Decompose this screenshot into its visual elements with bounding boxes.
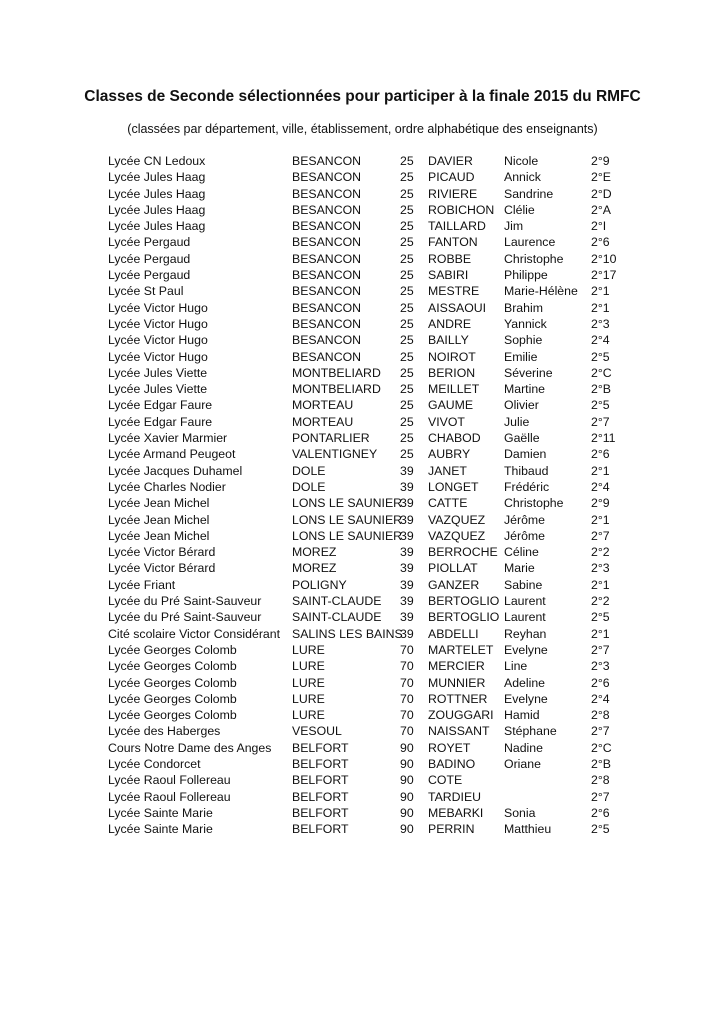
teacher-first-name: Marie-Hélène <box>504 284 578 299</box>
city-name: LURE <box>292 642 325 657</box>
city-name: BESANCON <box>292 333 362 348</box>
table-row <box>0 740 725 756</box>
school-name: Lycée Victor Hugo <box>108 349 208 364</box>
teacher-first-name: Laurent <box>504 610 546 625</box>
department-number: 39 <box>400 512 414 527</box>
teacher-first-name: Gaëlle <box>504 431 540 446</box>
school-name: Lycée Georges Colomb <box>108 642 237 657</box>
class-name: 2°7 <box>591 724 610 739</box>
city-name: MORTEAU <box>292 414 354 429</box>
table-row <box>0 756 725 772</box>
teacher-last-name: NOIROT <box>428 349 476 364</box>
class-name: 2°E <box>591 170 611 185</box>
teacher-last-name: BERTOGLIO <box>428 610 500 625</box>
department-number: 39 <box>400 479 414 494</box>
teacher-first-name: Laurent <box>504 594 546 609</box>
class-name: 2°2 <box>591 594 610 609</box>
department-number: 70 <box>400 675 414 690</box>
class-name: 2°4 <box>591 479 610 494</box>
school-name: Lycée Victor Hugo <box>108 316 208 331</box>
city-name: PONTARLIER <box>292 431 370 446</box>
class-name: 2°5 <box>591 822 610 837</box>
class-name: 2°7 <box>591 528 610 543</box>
department-number: 25 <box>400 316 414 331</box>
teacher-last-name: ROTTNER <box>428 691 488 706</box>
teacher-first-name: Sonia <box>504 805 536 820</box>
table-row <box>0 365 725 381</box>
teacher-first-name: Line <box>504 659 528 674</box>
class-name: 2°5 <box>591 398 610 413</box>
table-row <box>0 267 725 283</box>
table-row <box>0 153 725 169</box>
teacher-last-name: GANZER <box>428 577 480 592</box>
city-name: BESANCON <box>292 349 362 364</box>
school-name: Lycée Jules Haag <box>108 186 206 201</box>
city-name: MOREZ <box>292 545 337 560</box>
teacher-last-name: TAILLARD <box>428 219 486 234</box>
table-row <box>0 283 725 299</box>
teacher-last-name: ROBBE <box>428 251 472 266</box>
teacher-first-name: Séverine <box>504 365 553 380</box>
teacher-last-name: SABIRI <box>428 268 469 283</box>
teacher-first-name: Clélie <box>504 202 535 217</box>
table-row <box>0 169 725 185</box>
teacher-last-name: TARDIEU <box>428 789 482 804</box>
table-row <box>0 446 725 462</box>
department-number: 39 <box>400 594 414 609</box>
school-name: Lycée Edgar Faure <box>108 398 213 413</box>
class-name: 2°1 <box>591 300 610 315</box>
teacher-last-name: ZOUGGARI <box>428 708 494 723</box>
teacher-last-name: BERION <box>428 365 476 380</box>
school-name: Lycée Pergaud <box>108 268 191 283</box>
city-name: BELFORT <box>292 822 349 837</box>
department-number: 39 <box>400 561 414 576</box>
department-number: 90 <box>400 740 414 755</box>
school-name: Lycée du Pré Saint-Sauveur <box>108 610 262 625</box>
teacher-first-name: Adeline <box>504 675 546 690</box>
teacher-last-name: CATTE <box>428 496 468 511</box>
city-name: LONS LE SAUNIER <box>292 528 403 543</box>
department-number: 25 <box>400 349 414 364</box>
department-number: 25 <box>400 170 414 185</box>
table-row <box>0 300 725 316</box>
class-name: 2°B <box>591 382 611 397</box>
table-row <box>0 772 725 788</box>
city-name: BELFORT <box>292 756 349 771</box>
class-name: 2°4 <box>591 691 610 706</box>
table-row <box>0 251 725 267</box>
teacher-first-name: Yannick <box>504 316 547 331</box>
city-name: SAINT-CLAUDE <box>292 594 382 609</box>
teacher-last-name: MARTELET <box>428 642 494 657</box>
teacher-last-name: COTE <box>428 773 463 788</box>
teacher-last-name: AISSAOUI <box>428 300 487 315</box>
table-row <box>0 397 725 413</box>
school-name: Lycée Xavier Marmier <box>108 431 228 446</box>
class-name: 2°7 <box>591 642 610 657</box>
school-name: Lycée Pergaud <box>108 235 191 250</box>
teacher-first-name: Marie <box>504 561 535 576</box>
teacher-first-name: Hamid <box>504 708 540 723</box>
table-row <box>0 381 725 397</box>
table-row <box>0 414 725 430</box>
teacher-last-name: VAZQUEZ <box>428 512 486 527</box>
teacher-last-name: GAUME <box>428 398 474 413</box>
teacher-last-name: DAVIER <box>428 154 473 168</box>
teacher-first-name: Christophe <box>504 496 564 511</box>
class-name: 2°1 <box>591 463 610 478</box>
department-number: 25 <box>400 186 414 201</box>
page-subtitle: (classées par département, ville, établissement, ordre alphabétique des enseignants) <box>127 122 598 136</box>
teacher-last-name: MERCIER <box>428 659 485 674</box>
department-number: 25 <box>400 284 414 299</box>
school-name: Lycée Jean Michel <box>108 512 210 527</box>
department-number: 70 <box>400 642 414 657</box>
teacher-first-name: Jérôme <box>504 512 546 527</box>
teacher-last-name: MUNNIER <box>428 675 486 690</box>
school-name: Lycée Jacques Duhamel <box>108 463 243 478</box>
department-number: 25 <box>400 398 414 413</box>
city-name: POLIGNY <box>292 577 347 592</box>
teacher-last-name: PICAUD <box>428 170 475 185</box>
table-row <box>0 789 725 805</box>
table-row <box>0 463 725 479</box>
city-name: DOLE <box>292 463 326 478</box>
school-name: Lycée Charles Nodier <box>108 479 226 494</box>
class-name: 2°1 <box>591 626 610 641</box>
school-name: Lycée Sainte Marie <box>108 805 213 820</box>
city-name: SALINS LES BAINS <box>292 626 403 641</box>
class-name: 2°6 <box>591 235 610 250</box>
department-number: 25 <box>400 235 414 250</box>
department-number: 25 <box>400 382 414 397</box>
class-name: 2°B <box>591 756 611 771</box>
school-name: Lycée Pergaud <box>108 251 191 266</box>
school-name: Lycée Jules Haag <box>108 170 206 185</box>
city-name: BESANCON <box>292 154 362 168</box>
city-name: BESANCON <box>292 170 362 185</box>
department-number: 39 <box>400 496 414 511</box>
table-row <box>0 821 725 837</box>
school-name: Lycée Jules Haag <box>108 219 206 234</box>
teacher-first-name: Brahim <box>504 300 543 315</box>
class-name: 2°7 <box>591 414 610 429</box>
class-name: 2°9 <box>591 496 610 511</box>
teacher-first-name: Julie <box>504 414 530 429</box>
table-row <box>0 723 725 739</box>
teacher-first-name: Reyhan <box>504 626 547 641</box>
city-name: BESANCON <box>292 235 362 250</box>
teacher-last-name: JANET <box>428 463 467 478</box>
table-row <box>0 577 725 593</box>
city-name: LONS LE SAUNIER <box>292 496 403 511</box>
teacher-first-name: Annick <box>504 170 541 185</box>
teacher-first-name: Sophie <box>504 333 543 348</box>
school-name: Lycée Victor Bérard <box>108 561 216 576</box>
teacher-last-name: BERROCHE <box>428 545 498 560</box>
teacher-first-name: Céline <box>504 545 539 560</box>
teacher-last-name: MESTRE <box>428 284 480 299</box>
department-number: 25 <box>400 333 414 348</box>
school-name: Lycée Victor Hugo <box>108 333 208 348</box>
school-name: Lycée Condorcet <box>108 756 201 771</box>
school-name: Lycée Edgar Faure <box>108 414 213 429</box>
department-number: 39 <box>400 463 414 478</box>
teacher-last-name: MEBARKI <box>428 805 484 820</box>
department-number: 25 <box>400 202 414 217</box>
department-number: 25 <box>400 447 414 462</box>
teacher-first-name: Olivier <box>504 398 539 413</box>
class-name: 2°D <box>591 186 612 201</box>
teacher-first-name: Oriane <box>504 756 541 771</box>
table-row <box>0 332 725 348</box>
department-number: 90 <box>400 805 414 820</box>
class-name: 2°7 <box>591 789 610 804</box>
table-row <box>0 316 725 332</box>
city-name: MOREZ <box>292 561 337 576</box>
table-row <box>0 544 725 560</box>
department-number: 39 <box>400 626 414 641</box>
city-name: LURE <box>292 675 325 690</box>
teacher-last-name: VAZQUEZ <box>428 528 486 543</box>
department-number: 25 <box>400 414 414 429</box>
teacher-first-name: Nadine <box>504 740 543 755</box>
city-name: LURE <box>292 691 325 706</box>
class-name: 2°6 <box>591 805 610 820</box>
table-row <box>0 495 725 511</box>
table-row <box>0 593 725 609</box>
school-name: Lycée Jules Viette <box>108 382 208 397</box>
class-name: 2°3 <box>591 561 610 576</box>
teacher-last-name: BAILLY <box>428 333 469 348</box>
table-row <box>0 349 725 365</box>
page-title: Classes de Seconde sélectionnées pour participer à la finale 2015 du RMFC <box>84 88 641 105</box>
city-name: MONTBELIARD <box>292 382 381 397</box>
class-name: 2°C <box>591 740 612 755</box>
department-number: 39 <box>400 528 414 543</box>
city-name: BESANCON <box>292 202 362 217</box>
teacher-last-name: LONGET <box>428 479 479 494</box>
class-name: 2°6 <box>591 675 610 690</box>
class-name: 2°5 <box>591 610 610 625</box>
school-name: Lycée des Haberges <box>108 724 221 739</box>
teacher-last-name: ABDELLI <box>428 626 479 641</box>
teacher-first-name: Matthieu <box>504 822 552 837</box>
class-name: 2°1 <box>591 284 610 299</box>
teacher-first-name: Laurence <box>504 235 556 250</box>
teacher-first-name: Christophe <box>504 251 564 266</box>
teacher-first-name: Philippe <box>504 268 548 283</box>
class-name: 2°C <box>591 365 612 380</box>
teacher-first-name: Stéphane <box>504 724 557 739</box>
teacher-last-name: BADINO <box>428 756 476 771</box>
teacher-last-name: ROYET <box>428 740 471 755</box>
teacher-last-name: RIVIERE <box>428 186 478 201</box>
teacher-first-name: Martine <box>504 382 546 397</box>
school-name: Lycée Raoul Follereau <box>108 789 231 804</box>
table-row <box>0 675 725 691</box>
city-name: LURE <box>292 659 325 674</box>
school-name: Lycée CN Ledoux <box>108 154 206 168</box>
table-row <box>0 512 725 528</box>
department-number: 25 <box>400 365 414 380</box>
department-number: 90 <box>400 822 414 837</box>
school-name: Lycée St Paul <box>108 284 184 299</box>
teacher-first-name: Evelyne <box>504 642 548 657</box>
department-number: 70 <box>400 691 414 706</box>
class-name: 2°17 <box>591 268 617 283</box>
school-name: Lycée Raoul Follereau <box>108 773 231 788</box>
teacher-last-name: NAISSANT <box>428 724 490 739</box>
department-number: 39 <box>400 610 414 625</box>
class-name: 2°A <box>591 202 611 217</box>
teacher-last-name: ANDRE <box>428 316 472 331</box>
table-row <box>0 805 725 821</box>
city-name: BESANCON <box>292 251 362 266</box>
teacher-last-name: ROBICHON <box>428 202 495 217</box>
department-number: 90 <box>400 789 414 804</box>
teacher-first-name: Sandrine <box>504 186 554 201</box>
department-number: 25 <box>400 251 414 266</box>
teacher-last-name: MEILLET <box>428 382 480 397</box>
class-name: 2°3 <box>591 659 610 674</box>
city-name: BESANCON <box>292 219 362 234</box>
school-name: Lycée Victor Bérard <box>108 545 216 560</box>
school-name: Lycée Georges Colomb <box>108 675 237 690</box>
table-row <box>0 691 725 707</box>
school-name: Lycée du Pré Saint-Sauveur <box>108 594 262 609</box>
class-name: 2°5 <box>591 349 610 364</box>
city-name: BESANCON <box>292 186 362 201</box>
teacher-last-name: PERRIN <box>428 822 475 837</box>
table-row <box>0 430 725 446</box>
school-name: Lycée Jean Michel <box>108 496 210 511</box>
teacher-first-name: Evelyne <box>504 691 548 706</box>
class-name: 2°6 <box>591 447 610 462</box>
department-number: 25 <box>400 219 414 234</box>
class-name: 2°8 <box>591 708 610 723</box>
school-name: Cité scolaire Victor Considérant <box>108 626 281 641</box>
teacher-last-name: CHABOD <box>428 431 481 446</box>
class-name: 2°10 <box>591 251 617 266</box>
department-number: 25 <box>400 268 414 283</box>
class-name: 2°1 <box>591 577 610 592</box>
department-number: 70 <box>400 708 414 723</box>
city-name: BELFORT <box>292 773 349 788</box>
teacher-last-name: AUBRY <box>428 447 471 462</box>
school-name: Lycée Friant <box>108 577 176 592</box>
department-number: 25 <box>400 300 414 315</box>
teacher-first-name: Thibaud <box>504 463 549 478</box>
table-row <box>0 218 725 234</box>
table-row <box>0 479 725 495</box>
table-row <box>0 202 725 218</box>
teacher-first-name: Jérôme <box>504 528 546 543</box>
school-name: Cours Notre Dame des Anges <box>108 740 272 755</box>
table-row <box>0 658 725 674</box>
table-row <box>0 626 725 642</box>
table-row <box>0 234 725 250</box>
school-name: Lycée Georges Colomb <box>108 691 237 706</box>
teacher-last-name: VIVOT <box>428 414 465 429</box>
city-name: BESANCON <box>292 300 362 315</box>
school-name: Lycée Armand Peugeot <box>108 447 236 462</box>
school-name: Lycée Georges Colomb <box>108 659 237 674</box>
city-name: SAINT-CLAUDE <box>292 610 382 625</box>
city-name: VALENTIGNEY <box>292 447 378 462</box>
city-name: LONS LE SAUNIER <box>292 512 403 527</box>
teacher-last-name: BERTOGLIO <box>428 594 500 609</box>
city-name: MORTEAU <box>292 398 354 413</box>
teacher-first-name: Damien <box>504 447 547 462</box>
city-name: MONTBELIARD <box>292 365 381 380</box>
table-row <box>0 560 725 576</box>
school-name: Lycée Victor Hugo <box>108 300 208 315</box>
class-name: 2°1 <box>591 512 610 527</box>
city-name: BESANCON <box>292 316 362 331</box>
department-number: 25 <box>400 431 414 446</box>
school-name: Lycée Sainte Marie <box>108 822 213 837</box>
department-number: 39 <box>400 545 414 560</box>
city-name: BELFORT <box>292 805 349 820</box>
class-name: 2°4 <box>591 333 610 348</box>
class-name: 2°3 <box>591 316 610 331</box>
department-number: 70 <box>400 724 414 739</box>
teacher-first-name: Jim <box>504 219 524 234</box>
city-name: BESANCON <box>292 284 362 299</box>
table-row <box>0 707 725 723</box>
department-number: 25 <box>400 154 414 168</box>
school-name: Lycée Georges Colomb <box>108 708 237 723</box>
department-number: 39 <box>400 577 414 592</box>
teacher-last-name: FANTON <box>428 235 478 250</box>
table-row <box>0 528 725 544</box>
city-name: VESOUL <box>292 724 342 739</box>
class-name: 2°I <box>591 219 607 234</box>
teacher-last-name: PIOLLAT <box>428 561 478 576</box>
teacher-first-name: Emilie <box>504 349 538 364</box>
school-name: Lycée Jean Michel <box>108 528 210 543</box>
teacher-first-name: Frédéric <box>504 479 550 494</box>
class-name: 2°2 <box>591 545 610 560</box>
table-row <box>0 642 725 658</box>
teacher-first-name: Nicole <box>504 154 539 168</box>
table-row <box>0 609 725 625</box>
teacher-first-name: Sabine <box>504 577 543 592</box>
city-name: BESANCON <box>292 268 362 283</box>
department-number: 90 <box>400 756 414 771</box>
selection-table <box>0 153 725 837</box>
department-number: 70 <box>400 659 414 674</box>
city-name: DOLE <box>292 479 326 494</box>
class-name: 2°8 <box>591 773 610 788</box>
city-name: BELFORT <box>292 789 349 804</box>
city-name: BELFORT <box>292 740 349 755</box>
department-number: 90 <box>400 773 414 788</box>
class-name: 2°11 <box>591 431 616 446</box>
school-name: Lycée Jules Viette <box>108 365 208 380</box>
city-name: LURE <box>292 708 325 723</box>
class-name: 2°9 <box>591 154 610 168</box>
school-name: Lycée Jules Haag <box>108 202 206 217</box>
table-row <box>0 186 725 202</box>
